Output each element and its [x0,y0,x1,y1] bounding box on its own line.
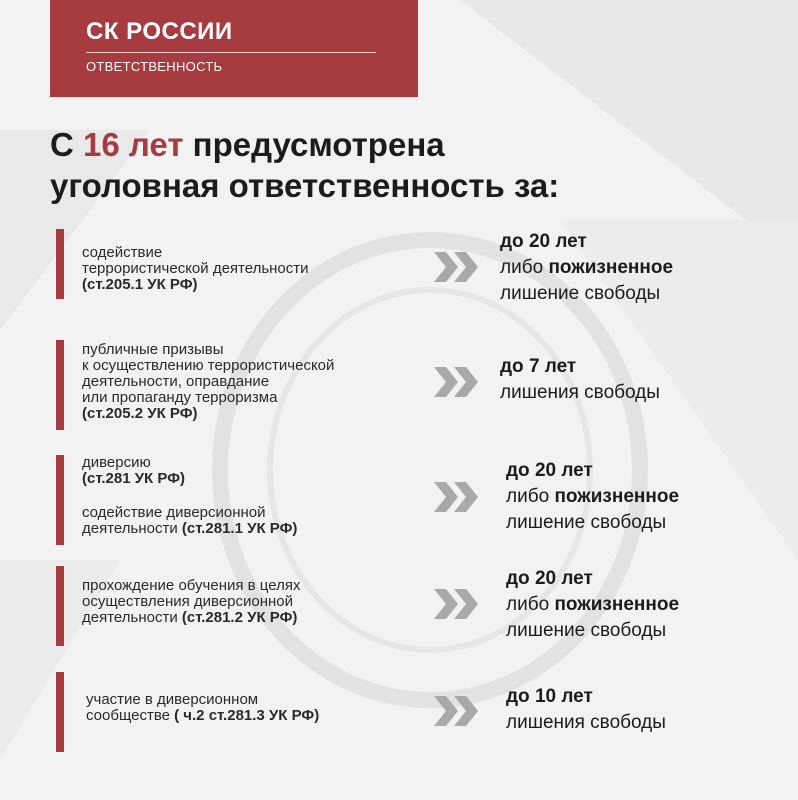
desc-line: прохождение обучения в целях [82,577,301,594]
desc-line: (ст.205.1 УК РФ) [82,276,198,293]
title-line-2: уголовная ответственность за: [50,167,560,204]
desc-line: (ст.205.2 УК РФ) [82,405,198,422]
brand-name: СК РОССИИ [86,18,233,45]
title-prefix: С [50,126,83,163]
title-rest: предусмотрена [183,126,445,163]
page-title [50,124,770,206]
desc-line: диверсию [82,454,151,471]
title-accent: 16 лет [83,126,184,163]
penalty-line: либо пожизненное [506,486,680,507]
offense-description [82,578,422,626]
penalty [500,229,780,307]
row-marker [56,455,64,545]
penalty [506,566,786,644]
title-line-1 [50,124,770,165]
penalty-line: либо пожизненное [500,257,674,278]
penalty-line: лишения свободы [500,382,660,403]
penalty-line: либо пожизненное [506,594,680,615]
penalty [500,354,780,406]
penalty-line: лишение свободы [506,512,667,533]
double-chevron-icon [432,480,482,514]
desc-line: участие в диверсионном [86,691,259,708]
penalty-term: до 20 лет [506,460,593,481]
desc-line: деятельности (ст.281.1 УК РФ) [82,520,298,537]
penalty-term: до 20 лет [500,231,587,252]
desc-line: деятельности (ст.281.2 УК РФ) [82,609,298,626]
penalty-line: лишения свободы [506,712,666,733]
row-marker [56,340,64,430]
desc-line: публичные призывы [82,341,224,358]
desc-line: содействие диверсионной [82,504,266,521]
double-chevron-icon [432,587,482,621]
desc-line: содействие [82,244,163,261]
desc-line: (ст.281 УК РФ) [82,470,185,487]
brand-subtitle: ОТВЕТСТВЕННОСТЬ [86,59,223,74]
penalty-term: до 20 лет [506,568,593,589]
offense-description [82,455,422,537]
penalty-term: до 7 лет [500,356,577,377]
penalty-line: лишение свободы [506,620,667,641]
penalty-line: лишение свободы [500,283,661,304]
offense-description [82,342,422,422]
row-marker [56,229,64,299]
brand-divider [86,52,376,53]
row-marker [56,672,64,752]
row-marker [56,566,64,646]
desc-line: деятельности, оправдание [82,373,270,390]
double-chevron-icon [432,694,482,728]
desc-line: террористической деятельности [82,260,309,277]
double-chevron-icon [432,250,482,284]
penalty [506,684,786,736]
offense-description [86,692,426,724]
spacer [82,487,422,505]
desc-line: осуществления диверсионной [82,593,294,610]
penalty [506,458,786,536]
desc-line: или пропаганду терроризма [82,389,278,406]
desc-line: к осуществлению террористической [82,357,335,374]
brand-header [50,0,418,97]
desc-line: сообществе ( ч.2 ст.281.3 УК РФ) [86,707,320,724]
penalty-term: до 10 лет [506,686,593,707]
offense-description [82,245,422,293]
double-chevron-icon [432,365,482,399]
